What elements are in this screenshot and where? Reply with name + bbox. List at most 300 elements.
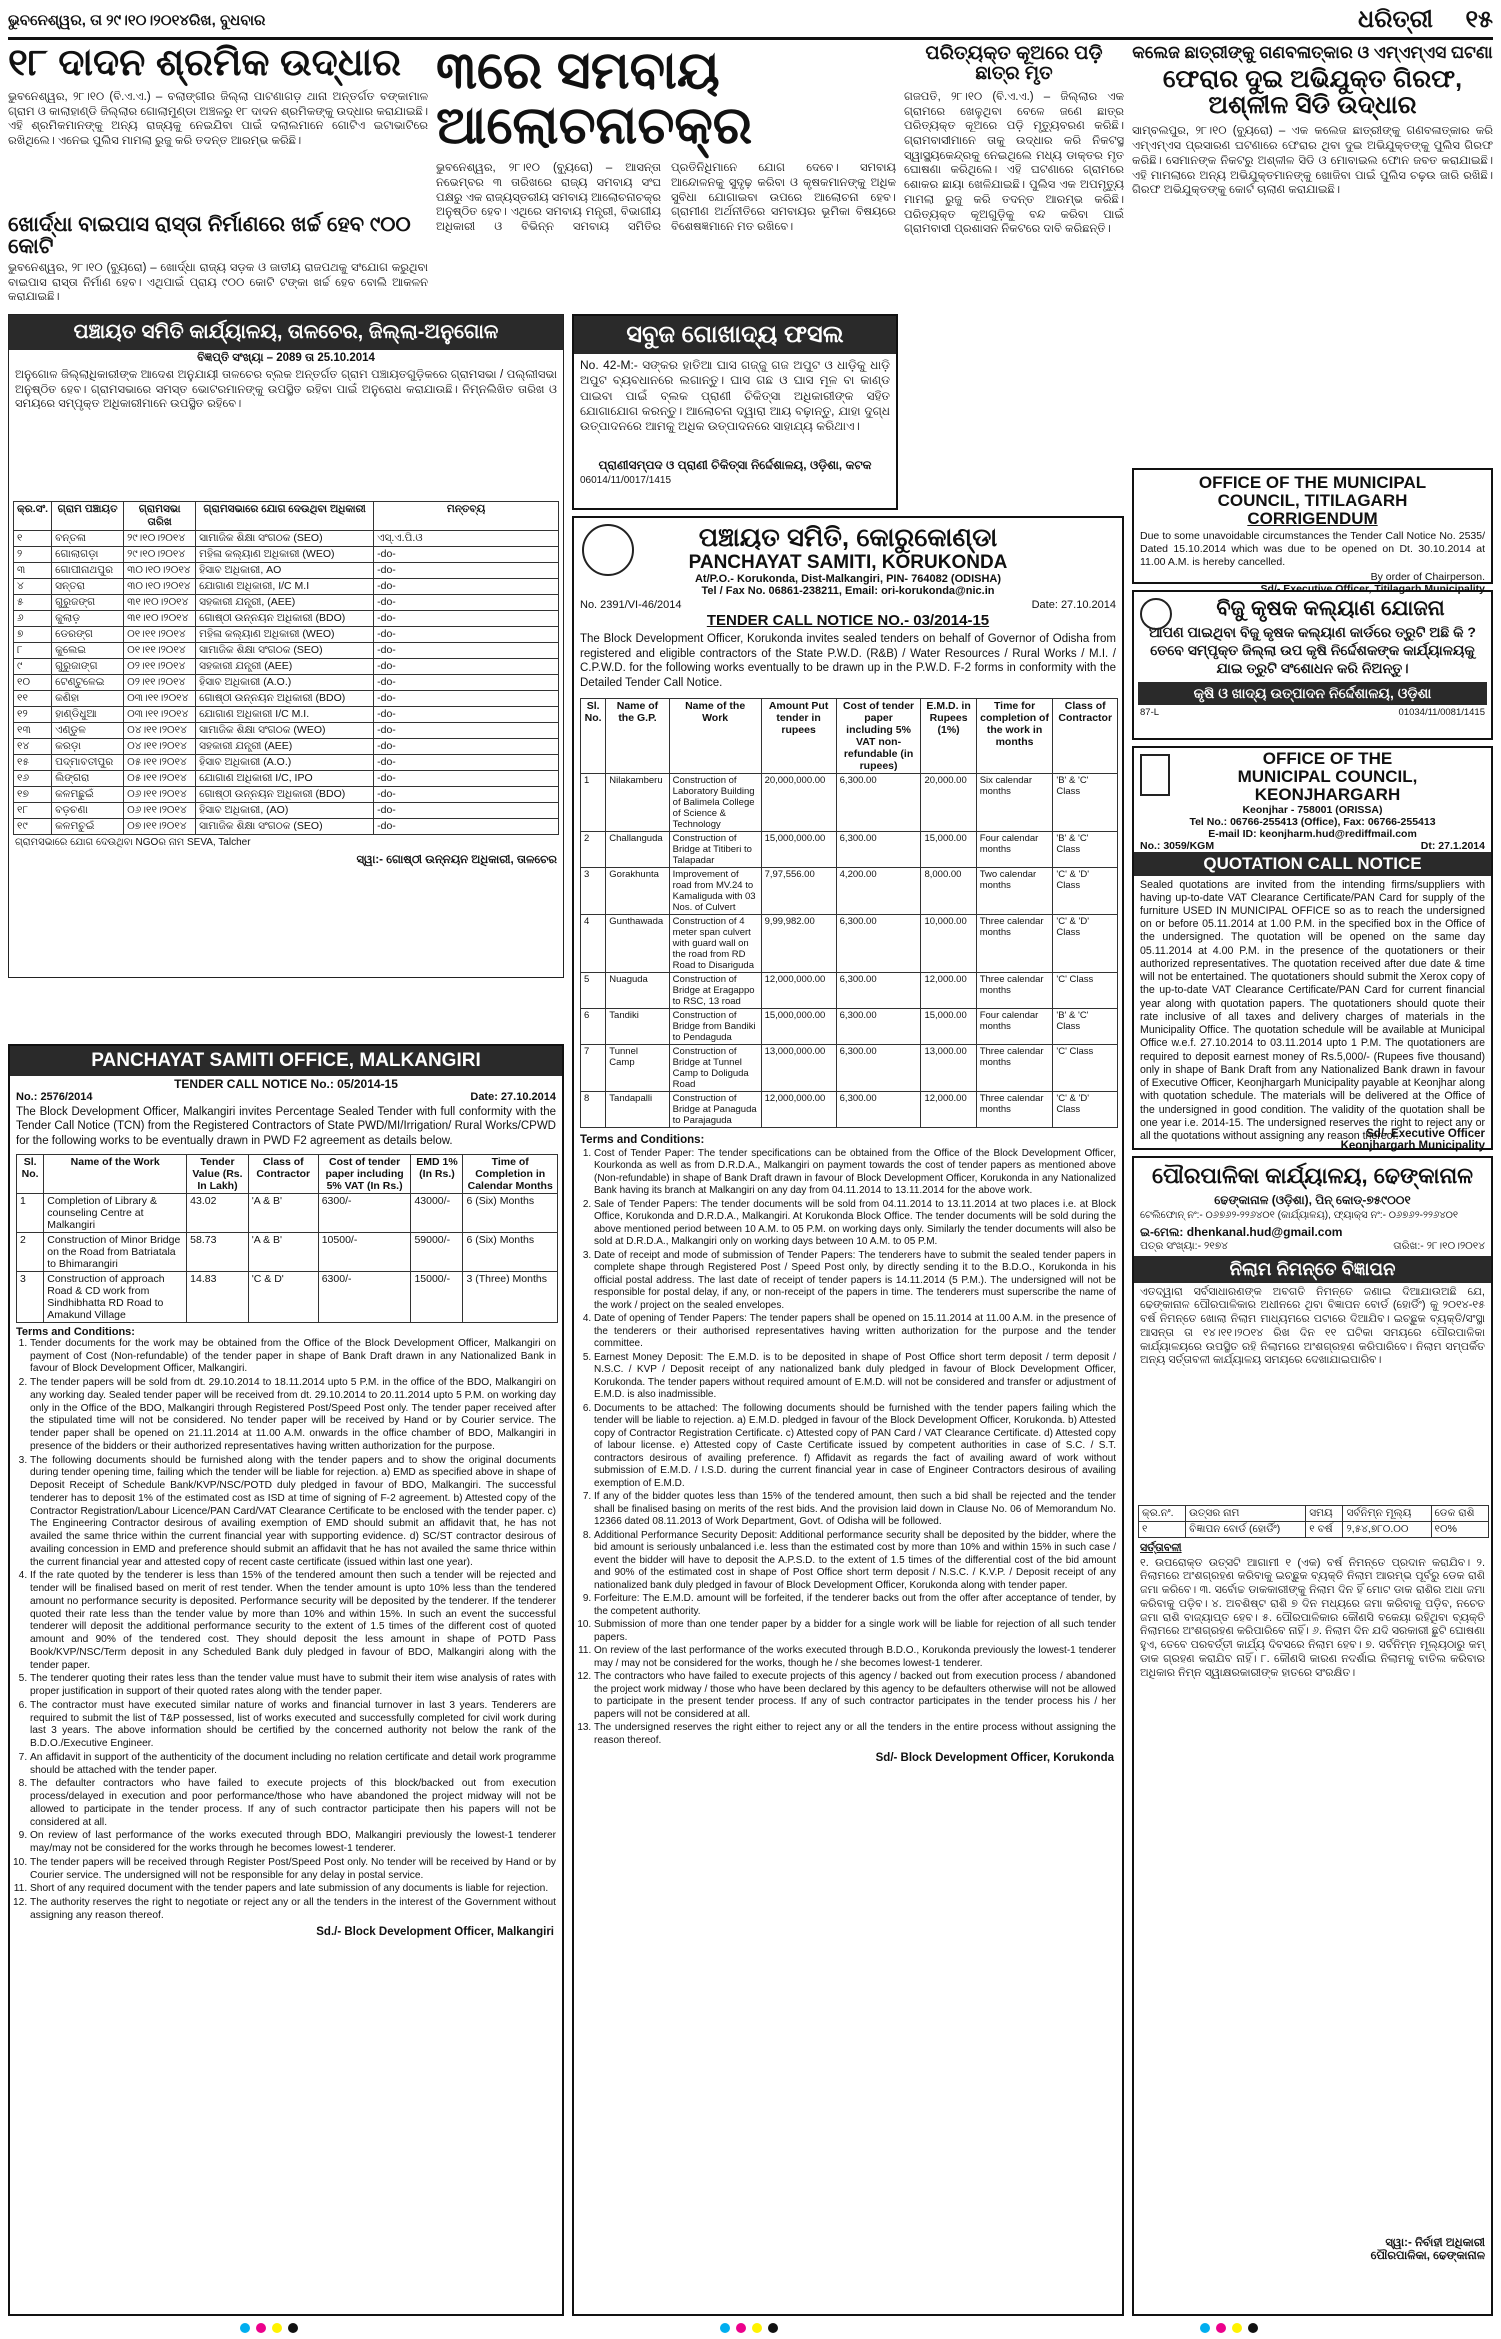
term-item: 10. Submission of more than one tender paper by a bidder for a single work will be liable for rejection of all such tender papers. — [594, 1619, 1116, 1644]
titilagarh-signature: Sd/- Executive Officer, Titilagarh Municipality — [1260, 582, 1485, 595]
table-cell: ୦୧।୧୧।୨୦୧୪ — [124, 627, 196, 643]
table-cell: ସହକାରୀ ଯନ୍ତ୍ରୀ, (AEE) — [196, 595, 374, 611]
table-row — [14, 707, 559, 723]
table-cell: ଡେରଙ୍ଗ — [52, 627, 124, 643]
table-cell: 10500/- — [318, 1232, 411, 1271]
dhenkanal-no: ପତ୍ର ସଂଖ୍ୟା:- ୨୧୭୪ — [1140, 1239, 1228, 1252]
korukonda-title: PANCHAYAT SAMITI, KORUKONDA — [688, 552, 1008, 574]
table-cell: 4 — [581, 914, 606, 972]
biju-ref: 01034/11/0081/1415 — [1398, 706, 1485, 718]
table-cell: ୨୯।୧୦।୨୦୧୪ — [124, 547, 196, 563]
table-cell: ୨୯।୧୦।୨୦୧୪ — [124, 531, 196, 547]
table-cell: ୨ — [14, 547, 52, 563]
table-cell: ଟେଣ୍ଟୁଳେଇ — [52, 675, 124, 691]
term-item: 5. The tenderer quoting their rates less than the tender value must have to submit their item wise analysis of rates with proper justification in support of their quoted rates along with the tender paper. — [30, 1673, 556, 1699]
biju-body: ଆପଣ ପାଇଥିବା ବିଜୁ କୃଷକ କଲ୍ୟାଣ କାର୍ଡରେ ତ୍ରୁଟି ଅଛି କି ? ତେବେ ସମ୍ପୃକ୍ତ ଜିଲ୍ଲା ଉପ କୃଷି ନିର୍ଦ୍ଦେଶକଙ୍କ କାର୍ଯ୍ୟାଳୟକୁ ଯାଇ ତ୍ରୁଟି ସଂଶୋଧନ କରି ନିଅନ୍ତୁ। — [1149, 624, 1476, 676]
term-item: 1. Tender documents for the work may be obtained from the Office of the Block Development Officer, Malkangiri on payment of Cost (Non-refundable) of the tender paper in shape of Bank Draft drawn in any Nationalized Bank in favour of Block Development Officer, Malkangiri. — [30, 1338, 556, 1376]
table-cell: ୦୨।୧୧।୨୦୧୪ — [124, 675, 196, 691]
table-row — [581, 972, 1118, 1008]
malkangiri-table — [16, 1154, 558, 1323]
malkangiri-terms-list — [10, 1338, 562, 1923]
table-cell: Construction of Minor Bridge on the Road from Batriatala to Bhimarangiri — [44, 1232, 187, 1271]
table-cell: ୮ — [14, 643, 52, 659]
table-cell: Tandiki — [606, 1008, 669, 1044]
ad-talcher-samiti — [8, 314, 564, 978]
table-cell: 6,300.00 — [836, 773, 921, 831]
table-row — [14, 803, 559, 819]
korukonda-address: At/P.O.- Korukonda, Dist-Malkangiri, PIN- 764082 (ODISHA) — [694, 573, 1002, 586]
column-header: Name of the Work — [44, 1154, 187, 1193]
table-cell: 13,000,000.00 — [761, 1044, 836, 1091]
table-cell: 8,000.00 — [921, 867, 976, 914]
table-row — [14, 547, 559, 563]
ad-korukonda-samiti — [572, 516, 1124, 2316]
table-row — [14, 563, 559, 579]
table-cell: ଏସ୍.ଏ.ପି.ଓ — [374, 531, 559, 547]
table-cell: ଏଣ୍ଡୁଳ — [52, 723, 124, 739]
talcher-table: କ୍ର.ସଂ. ଗ୍ରାମ ପଞ୍ଚାୟତ ଗ୍ରାମସଭା ତାରିଖ ଗ୍ରାମସଭାରେ ଯୋଗ ଦେଉଥିବା ଅଧିକାରୀ ମନ୍ତବ୍ୟ ୧ ବନ୍ତଳା ୨୯।୧୦।୨୦୧୪ ସାମାଜିକ ଶିକ୍ଷା ସଂଗଠକ (SEO) ଏସ୍.ଏ.ପି.ଓ ୨ ଗୋଲାଗଡ଼ା ୨୯।୧୦।୨୦୧୪ ମହିଳା କଲ୍ୟାଣ ଅଧିକାରୀ (WEO) -do- ୩ ଗୋପୀନାଥପୁର ୩୦।୧୦।୨୦୧୪ ହିସାବ ଅଧିକାରୀ, AO -do- ୪ ସନ୍ତରା ୩୦।୧୦।୨୦୧୪ ଯୋଗାଣ ଅଧିକାରୀ, I/C M.I -do- ୫ ଗୁରୁଜଙ୍ଗ ୩୧।୧୦।୨୦୧୪ ସହକାରୀ ଯନ୍ତ୍ରୀ, (AEE) -do- ୬ କୁଲାଡ଼ ୩୧।୧୦।୨୦୧୪ ଗୋଷ୍ଠୀ ଉନ୍ନୟନ ଅଧିକାରୀ (BDO) -do- ୭ ଡେରଙ୍ଗ ୦୧।୧୧।୨୦୧୪ ମହିଳା କଲ୍ୟାଣ ଅଧିକାରୀ (WEO) -do- ୮ କୁଲେଇ ୦୧।୧୧।୨୦୧୪ ସାମାଜିକ ଶିକ୍ଷା ସଂଗଠକ (SEO) -do- ୯ ଗୁରୁଜାଙ୍ଗ ୦୨।୧୧।୨୦୧୪ ସହକାରୀ ଯନ୍ତ୍ରୀ (AEE) -do- ୧୦ ଟେଣ୍ଟୁଳେଇ ୦୨।୧୧।୨୦୧୪ ହିସାବ ଅଧିକାରୀ (A.O.) -do- ୧୧ କଣିହା ୦୩।୧୧।୨୦୧୪ ଗୋଷ୍ଠୀ ଉନ୍ନୟନ ଅଧିକାରୀ (BDO) -do- ୧୨ ହାଣ୍ଡିଧୁଆ ୦୩।୧୧।୨୦୧୪ ଯୋଗାଣ ଅଧିକାରୀ I/C M.I. -do- ୧୩ ଏଣ୍ଡୁଳ ୦୪।୧୧।୨୦୧୪ ସାମାଜିକ ଶିକ୍ଷା ସଂଗଠକ (WEO) -do- ୧୪ କରଡ଼ା ୦୪।୧୧।୨୦୧୪ ସହକାରୀ ଯନ୍ତ୍ରୀ (AEE) -do- ୧୫ ପଦ୍ମାବତୀପୁର ୦୫।୧୧।୨୦୧୪ ହିସାବ ଅଧିକାରୀ (A.O.) -do- ୧୬ ଲିଙ୍ଗରା ୦୫।୧୧।୨୦୧୪ ଯୋଗାଣ ଅଧିକାରୀ I/C, IPO -do- ୧୭ କଳମଛୁଇଁ ୦୬।୧୧।୨୦୧୪ ଗୋଷ୍ଠୀ ଉନ୍ନୟନ ଅଧିକାରୀ (BDO) -do- ୧୮ ବଡ଼ଚଣା ୦୬।୧୧।୨୦୧୪ ହିସାବ ଅଧିକାରୀ, (AO) -do- ୧୯ କଳମଚୁଇଁ ୦୭।୧୧।୨୦୧୪ ସାମାଜିକ ଶିକ୍ଷା ସଂଗଠକ (SEO) -do- — [13, 501, 559, 835]
table-cell: 'A & B' — [248, 1193, 318, 1232]
table-cell: 15,000.00 — [921, 831, 976, 867]
malkangiri-notice: TENDER CALL NOTICE No.: 05/2014-15 — [174, 1077, 398, 1091]
table-cell: Six calendar months — [976, 773, 1053, 831]
table-cell: -do- — [374, 659, 559, 675]
table-cell: -do- — [374, 595, 559, 611]
odisha-emblem-icon — [582, 524, 634, 576]
term-item: 12. The contractors who have failed to execute projects of this agency / backed out from execution process / abandoned the project work midway / those who have been declared by this agency to be defaulters otherwise will not be allowed to participate in the present tender process. If any of such contractor participates in the tender process his / her papers will not be considered at all. — [594, 1671, 1116, 1721]
table-cell: 9,99,982.00 — [761, 914, 836, 972]
table-cell: ଗୁରୁଜଙ୍ଗ — [52, 595, 124, 611]
column-header: Sl. No. — [17, 1154, 44, 1193]
table-cell: ଗୋଷ୍ଠୀ ଉନ୍ନୟନ ଅଧିକାରୀ (BDO) — [196, 611, 374, 627]
dhenkanal-phone: ଟେଲିଫୋନ୍ ନଂ:- ୦୬୭୬୨-୨୨୬୪୦୧ (କାର୍ଯ୍ୟାଳୟ), ଫ୍ୟାକ୍ସ ନଂ:- ୦୬୭୬୨-୨୨୬୪୦୧ — [1140, 1210, 1459, 1222]
table-cell: 6,300.00 — [836, 1091, 921, 1127]
term-item: 7. If any of the bidder quotes less than 15% of the tendered amount, then such a bid shall be rejected and the tender shall be finalised basing on merits of the rest bids. And the provision laid down in Clause No. 06 of Memorandum No. 12366 dated 08.11.2013 of Work Department, Govt. of Odisha will be followed. — [594, 1491, 1116, 1529]
malkangiri-intro: The Block Development Officer, Malkangiri invites Percentage Sealed Tender with full conformity with the Tender Call Notice (TCN) from the Registered Contractors of State PWD/MI/Irrigation/ Rural Works/CPWD for the following works to be eventually drawn in PWD F2 agreement as details below. — [16, 1105, 556, 1148]
table-cell: 6 — [581, 1008, 606, 1044]
table-cell: 10,000.00 — [921, 914, 976, 972]
keonjhar-sign2: Keonjhargarh Municipality — [1340, 1139, 1485, 1152]
table-cell: କୁଲାଡ଼ — [52, 611, 124, 627]
keonjhar-sign1: Sd/- Executive Officer — [1366, 1127, 1485, 1140]
story-labourers-rescued — [8, 44, 428, 310]
table-row — [17, 1193, 558, 1232]
dhenkanal-conditions-title: ସର୍ତ୍ତାବଳୀ — [1140, 1541, 1182, 1554]
table-cell: 'B' & 'C' Class — [1053, 773, 1118, 831]
korukonda-terms-title: Terms and Conditions: — [580, 1133, 705, 1146]
table-cell: ସହକାରୀ ଯନ୍ତ୍ରୀ (AEE) — [196, 659, 374, 675]
story-1-headline: ୧୮ ଦାଦନ ଶ୍ରମିକ ଉଦ୍ଧାର — [8, 42, 402, 84]
table-cell: ହିସାବ ଅଧିକାରୀ, (AO) — [196, 803, 374, 819]
table-cell: ୧୦ — [14, 675, 52, 691]
table-row — [14, 675, 559, 691]
story-2-body: ଭୁବନେଶ୍ୱର, ୨୮।୧୦ (ବ୍ୟୁରୋ) – ଆସନ୍ତା ନଭେମ୍ବର ୩ ତାରିଖରେ ରାଜ୍ୟ ସମବାୟ ସଂଘ ପକ୍ଷରୁ ଏକ ରାଜ୍ୟସ୍ତରୀୟ ସମବାୟ ଆଲୋଚନାଚକ୍ର ଅନୁଷ୍ଠିତ ହେବ। ଏଥିରେ ସମବାୟ ମନ୍ତ୍ରୀ, ବିଭାଗୀୟ ଅଧିକାରୀ ଓ ବିଭିନ୍ନ ସମବାୟ ସମିତିର ପ୍ରତିନିଧିମାନେ ଯୋଗ ଦେବେ। ସମବାୟ ଆନ୍ଦୋଳନକୁ ସୁଦୃଢ଼ କରିବା ଓ କୃଷକମାନଙ୍କୁ ଅଧିକ ସୁବିଧା ଯୋଗାଇବା ଉପରେ ଆଲୋଚନା ହେବ। ଗ୍ରାମୀଣ ଅର୍ଥନୀତିରେ ସମବାୟର ଭୂମିକା ବିଷୟରେ ବିଶେଷଜ୍ଞମାନେ ମତ ରଖିବେ। — [436, 162, 896, 234]
ad-biju-krushak — [1132, 590, 1493, 740]
table-cell: ୧ — [14, 531, 52, 547]
table-cell: -do- — [374, 675, 559, 691]
table-cell: -do- — [374, 707, 559, 723]
table-cell: ହିସାବ ଅଧିକାରୀ, AO — [196, 563, 374, 579]
table-cell: ସହକାରୀ ଯନ୍ତ୍ରୀ (AEE) — [196, 739, 374, 755]
table-cell: ହିସାବ ଅଧିକାରୀ (A.O.) — [196, 675, 374, 691]
table-row — [14, 739, 559, 755]
malkangiri-signature: Sd./- Block Development Officer, Malkangiri — [316, 1925, 554, 1938]
biju-issuer: କୃଷି ଓ ଖାଦ୍ୟ ଉତ୍ପାଦନ ନିର୍ଦ୍ଦେଶାଳୟ, ଓଡ଼ିଶା — [1138, 682, 1487, 705]
table-cell: Challanguda — [606, 831, 669, 867]
story-cooperative-seminar — [436, 44, 896, 310]
table-cell: ଯୋଗାଣ ଅଧିକାରୀ, I/C M.I — [196, 579, 374, 595]
table-cell: -do- — [374, 723, 559, 739]
table-cell: Construction of Bridge from Bandiki to Pendaguda — [669, 1008, 761, 1044]
table-cell: 6,300.00 — [836, 831, 921, 867]
table-cell: ୧୧ — [14, 691, 52, 707]
column-header: Time of Completion in Calendar Months — [463, 1154, 558, 1193]
table-cell: -do- — [374, 771, 559, 787]
column-header: Cost of tender paper including 5% VAT (In Rs.) — [318, 1154, 411, 1193]
table-cell: ୧୯ — [14, 819, 52, 835]
table-cell: 14.83 — [187, 1271, 249, 1322]
table-cell: ୦୪।୧୧।୨୦୧୪ — [124, 723, 196, 739]
table-cell: 43000/- — [411, 1193, 463, 1232]
table-cell: ୬ — [14, 611, 52, 627]
table-cell: ଗୋଷ୍ଠୀ ଉନ୍ନୟନ ଅଧିକାରୀ (BDO) — [196, 691, 374, 707]
keonjhar-no: No.: 3059/KGM — [1140, 839, 1215, 852]
table-cell: -do- — [374, 787, 559, 803]
korukonda-table — [580, 698, 1118, 1128]
table-cell: ୩ — [14, 563, 52, 579]
table-cell: 12,000.00 — [921, 972, 976, 1008]
table-cell: କଣିହା — [52, 691, 124, 707]
table-cell: ୧୪ — [14, 739, 52, 755]
column-header: Class of Contractor — [1053, 698, 1118, 773]
table-cell: Tunnel Camp — [606, 1044, 669, 1091]
talcher-title: ପଞ୍ଚାୟତ ସମିତି କାର୍ଯ୍ୟାଳୟ, ତାଳଚେର, ଜିଲ୍ଲା-ଅନୁଗୋଳ — [9, 315, 563, 350]
table-cell: Nilakamberu — [606, 773, 669, 831]
column-header: Name of the Work — [669, 698, 761, 773]
table-cell: 6 (Six) Months — [463, 1193, 558, 1232]
table-row — [581, 831, 1118, 867]
column-header: Tender Value (Rs. In Lakh) — [187, 1154, 249, 1193]
table-cell: ୩୧।୧୦।୨୦୧୪ — [124, 611, 196, 627]
table-cell: 2 — [17, 1232, 44, 1271]
fodder-issuer: ପ୍ରାଣୀସମ୍ପଦ ଓ ପ୍ରାଣୀ ଚିକିତ୍ସା ନିର୍ଦ୍ଦେଶାଳୟ, ଓଡ଼ିଶା, କଟକ — [598, 458, 872, 472]
masthead-bar — [8, 6, 1493, 40]
table-cell: 5 — [581, 972, 606, 1008]
table-row — [14, 819, 559, 835]
table-row — [14, 691, 559, 707]
table-row — [581, 1044, 1118, 1091]
table-cell: 7,97,556.00 — [761, 867, 836, 914]
table-cell: Improvement of road from MV.24 to Kamaliguda with 03 Nos. of Culvert — [669, 867, 761, 914]
term-item: 4. If the rate quoted by the tenderer is less than 15% of the tendered amount then such a tender will be rejected and tender will be finalised based on merit of rest tender. When the tender amount is upto 10% less than the tendered amount no performance security is deposited. Performance security will be deposited by the tenderer. If the tenderer quoted their rate less than the tender value by more than 10% and within 15%. In such an event the successful tenderer will deposit the additional performance security to the extent of 1.5 times of the different cost of quoted amount and 90% of the tendered cost. They should deposit the less amount in shape of POTD Pass Book/KVP/NSC/Term deposit in any Scheduled Bank duly pledged in favour of BDO, Malkangiri along with the tender paper. — [30, 1570, 556, 1672]
table-cell: Nuaguda — [606, 972, 669, 1008]
table-cell: 6,300.00 — [836, 1044, 921, 1091]
table-row — [14, 643, 559, 659]
column-header: Time for completion of the work in months — [976, 698, 1053, 773]
table-cell: Construction of Bridge at Panaguda to Parajaguda — [669, 1091, 761, 1127]
table-cell: ଯୋଗାଣ ଅଧିକାରୀ I/C, IPO — [196, 771, 374, 787]
table-cell: ୧୭ — [14, 787, 52, 803]
table-cell: 12,000.00 — [921, 1091, 976, 1127]
dhenkanal-body: ଏତଦ୍ୱାରା ସର୍ବସାଧାରଣଙ୍କ ଅବଗତି ନିମନ୍ତେ ଜଣାଇ ଦିଆଯାଉଅଛି ଯେ, ଢେଙ୍କାନାଳ ପୌରପାଳିକାର ଅଧୀନରେ ଥିବା ବିଜ୍ଞାପନ ବୋର୍ଡ (ହୋର୍ଡିଂ) କୁ ୨୦୧୪-୧୫ ବର୍ଷ ନିମନ୍ତେ ଖୋଲା ନିଲାମ ମାଧ୍ୟମରେ ପଟାରେ ଦିଆଯିବ। ଇଚ୍ଛୁକ ବ୍ୟକ୍ତି/ସଂସ୍ଥା ଆସନ୍ତା ତା ୧୪।୧୧।୨୦୧୪ ରିଖ ଦିନ ୧୧ ଘଟିକା ସମୟରେ ପୌରପାଳିକା କାର୍ଯ୍ୟାଳୟରେ ଉପସ୍ଥିତ ରହି ନିଲାମରେ ଅଂଶଗ୍ରହଣ କରିପାରିବେ। ନିଲାମ ସମ୍ପର୍କିତ ଅନ୍ୟ ସର୍ତ୍ତାବଳୀ କାର୍ଯ୍ୟାଳୟ ସମୟରେ ଦେଖାଯାଇପାରିବ। — [1140, 1285, 1485, 1367]
table-cell: 4,200.00 — [836, 867, 921, 914]
table-cell: -do- — [374, 579, 559, 595]
term-item: 4. Date of opening of Tender Papers: The tender papers shall be opened on 15.11.2014 at 11.00 A.M. in the presence of the tenderers or their authorised representatives having written authorization for the purpose and the tender committee. — [594, 1313, 1116, 1351]
table-cell: ଗୁରୁଜାଙ୍ଗ — [52, 659, 124, 675]
keonjhar-email: E-mail ID: keonjharm.hud@rediffmail.com — [1208, 827, 1417, 840]
table-cell: Three calendar months — [976, 1091, 1053, 1127]
table-cell: Three calendar months — [976, 914, 1053, 972]
column-header: Amount Put tender in rupees — [761, 698, 836, 773]
table-cell: -do- — [374, 755, 559, 771]
table-row — [14, 595, 559, 611]
dhenkanal-title: ପୌରପାଳିକା କାର୍ଯ୍ୟାଳୟ, ଢେଙ୍କାନାଳ — [1151, 1163, 1474, 1188]
table-cell: ୦୬।୧୧।୨୦୧୪ — [124, 787, 196, 803]
table-cell: ସାମାଜିକ ଶିକ୍ଷା ସଂଗଠକ (WEO) — [196, 723, 374, 739]
ad-malkangiri-samiti — [8, 1044, 564, 2316]
table-cell: ୦୪।୧୧।୨୦୧୪ — [124, 739, 196, 755]
column-header: EMD 1% (In Rs.) — [411, 1154, 463, 1193]
term-item: 9. On review of last performance of the works executed through BDO, Malkangiri previously the lowest-1 tenderer may/may not be considered for the works through he becomes lowest-1 tenderer. — [30, 1830, 556, 1856]
table-cell: ସାମାଜିକ ଶିକ୍ଷା ସଂଗଠକ (SEO) — [196, 819, 374, 835]
dateline: ଭୁବନେଶ୍ୱର, ତା ୨୯।୧୦।୨୦୧୪ରିଖ, ବୁଧବାର — [8, 12, 266, 29]
table-cell: କୁଲେଇ — [52, 643, 124, 659]
korukonda-terms-list — [574, 1148, 1122, 1748]
table-cell: 6 (Six) Months — [463, 1232, 558, 1271]
table-cell: Three calendar months — [976, 1044, 1053, 1091]
korukonda-date: Date: 27.10.2014 — [1031, 599, 1116, 612]
column-header: Cost of tender paper including 5% VAT non-refundable (in rupees) — [836, 698, 921, 773]
table-cell: ସାମାଜିକ ଶିକ୍ଷା ସଂଗଠକ (SEO) — [196, 643, 374, 659]
table-cell: ଗୋଲାଗଡ଼ା — [52, 547, 124, 563]
fodder-body: No. 42-M:- ସଙ୍କର ହାତିଆ ଘାସ ଗଜ୍ଜୁ ଗଜ ଅପୁଟ ଓ ଧାଡ଼ିକୁ ଧାଡ଼ି ଅପୁଟ ବ୍ୟବଧାନରେ ଲଗାନ୍ତୁ। ଘାସ ଗଛ ଓ ଘାସ ମୂଳ ବା କାଣ୍ଡ ପାଇବା ପାଇଁ ବ୍ଲକ ପ୍ରାଣୀ ଚିକିତ୍ସା ଅଧିକାରୀଙ୍କ ସହିତ ଯୋଗାଯୋଗ କରନ୍ତୁ। ଆଲୋଚନା ଦ୍ୱାରା ଆୟ ବଢ଼ାନ୍ତୁ, ଯାହା ଦୁଗ୍ଧ ଉତ୍ପାଦନରେ ଆମକୁ ଅଧିକ ଉତ୍ପାଦନରେ ସାହାଯ୍ୟ କରିଥାଏ। — [580, 358, 890, 434]
table-cell: 'B' & 'C' Class — [1053, 1008, 1118, 1044]
keonjhar-heading: QUOTATION CALL NOTICE — [1134, 852, 1491, 876]
titilagarh-order: By order of Chairperson. — [1370, 570, 1485, 583]
story-1-body: ଭୁବନେଶ୍ୱର, ୨୮।୧୦ (ବି.ଏ.ଏ.) – ବଲାଙ୍ଗୀର ଜିଲ୍ଲା ପାଟଣାଗଡ଼ ଥାନା ଅନ୍ତର୍ଗତ ବଙ୍କାମାଳ ଗ୍ରାମ ଓ କାଲାହାଣ୍ଡି ଜିଲ୍ଲାର ଗୋଲାମୁଣ୍ଡା ଅଞ୍ଚଳରୁ ୧୮ ଦାଦନ ଶ୍ରମିକଙ୍କୁ ଉଦ୍ଧାର କରାଯାଇଛି। ଏହି ଶ୍ରମିକମାନଙ୍କୁ ଅନ୍ୟ ରାଜ୍ୟକୁ ନେଇଯିବା ପାଇଁ ଦଲାଲମାନେ ଗୋଟିଏ ଇଟାଭାଟିରେ ରଖିଥିଲେ। ଏନେଇ ପୁଲିସ ମାମଲା ରୁଜୁ କରି ତଦନ୍ତ ଆରମ୍ଭ କରିଛି। — [8, 90, 428, 148]
emblem-icon — [1140, 754, 1170, 796]
table-cell: -do- — [374, 563, 559, 579]
table-cell: ସାମାଜିକ ଶିକ୍ଷା ସଂଗଠକ (SEO) — [196, 531, 374, 547]
table-cell: Four calendar months — [976, 831, 1053, 867]
ad-dhenkanal — [1132, 1156, 1493, 2316]
table-cell: Completion of Library & counseling Centre at Malkangiri — [44, 1193, 187, 1232]
dhenkanal-table: କ୍ର.ନଂ. ଉତ୍ସର ନାମ ସମୟ ସର୍ବନିମ୍ନ ମୂଲ୍ୟ ଡେକ ରାଶି ୧ ବିଜ୍ଞାପନ ବୋର୍ଡ (ହୋର୍ଡିଂ) ୧ ବର୍ଷ ୨,୫୪,୭୮୦.୦୦ ୧୦% — [1138, 1505, 1489, 1538]
registration-marks-center — [720, 2323, 778, 2333]
table-cell: ୦୭।୧୧।୨୦୧୪ — [124, 819, 196, 835]
term-item: 3. The following documents should be furnished along with the tender papers and to show the original documents during tender opening time, failing which the tender will be liable for rejection. a) EMD as specified above in shape of Deposit Receipt of Schedule Bank/KVP/NSC/POTD duly pledged in favour of BDO, Malkangiri. The successful tenderer has to deposit 1% of the estimated cost as ISD at time of signing of F-2 agreement. b) Attested copy of the Contractor Registration/Labour Licence/PAN Card/VAT Clearance Certificate to be enclosed with the tender paper. c) The Engineering Contractor desirous of availing exemption of EMD should submit an affidavit that, he has not availed the same thrice within the current financial year with supporting evidence. d) SC/ST contractor desirous of availing concession in EMD and preference should submit an affidavit that he has not availed the same thrice within the current financial year and attested copy of recent caste certificate (issued within last one year). — [30, 1455, 556, 1570]
table-cell: 'C' & 'D' Class — [1053, 914, 1118, 972]
keonjhar-date: Dt: 27.1.2014 — [1420, 839, 1485, 852]
story-4-headline: ଫେରାର ଦୁଇ ଅଭିଯୁକ୍ତ ଗିରଫ, ଅଶ୍ଳୀଳ ସିଡି ଉଦ୍ଧାର — [1162, 64, 1463, 120]
table-cell: -do- — [374, 627, 559, 643]
table-row — [14, 755, 559, 771]
table-cell: -do- — [374, 691, 559, 707]
table-cell: ହାଣ୍ଡିଧୁଆ — [52, 707, 124, 723]
term-item: 9. Forfeiture: The E.M.D. amount will be forfeited, if the tenderer backs out from the offer after acceptance of tender, by the competent authority. — [594, 1593, 1116, 1618]
term-item: 2. The tender papers will be sold from dt. 29.10.2014 to 18.11.2014 upto 5 P.M. in the office of the BDO, Malkangiri on any working day. Sealed tender paper will be received from dt. 29.10.2014 to 20.11.2014 upto 5 P.M. on working day only in the Office of the BDO, Malkangiri through Registered Post/Speed Post only. The tender paper received after the stipulated time will not be considered. No tender paper will be received by Hand or by Courier service. The tender paper shall be opened on 21.11.2014 at 11.00 A.M. onwards in the office chamber of BDO, Malkangiri in presence of the bidders or their authorized representatives having written authorization for the purpose. — [30, 1377, 556, 1454]
table-row — [581, 914, 1118, 972]
table-cell: Four calendar months — [976, 1008, 1053, 1044]
table-row — [581, 773, 1118, 831]
table-cell: 'C' & 'D' Class — [1053, 1091, 1118, 1127]
table-cell: Construction of 4 meter span culvert with guard wall on the road from RD Road to Disariguda — [669, 914, 761, 972]
term-item: 10. The tender papers will be received through Register Post/Speed Post only. No tender will be received by Hand or by Courier service. The undersigned will not be responsible for any delay in postal service. — [30, 1857, 556, 1883]
table-cell: 6,300.00 — [836, 1008, 921, 1044]
table-cell: ୧୨ — [14, 707, 52, 723]
table-cell: ୧୮ — [14, 803, 52, 819]
table-cell: ୯ — [14, 659, 52, 675]
term-item: 1. Cost of Tender Paper: The tender specifications can be obtained from the Office of the Block Development Officer, Kourkonda as well as from D.R.D.A., Malkangiri on payment towards the cost of tender papers as mentioned above (Non-refundable) in shape of Bank Draft drawn in favour of Block Development Officer, Korukonda in any Nationalized Bank having its branch at Malkangiri on any day from 04.11.2014 to 13.11.2014 for the above work. — [594, 1148, 1116, 1198]
table-row — [14, 579, 559, 595]
table-cell: 'C' Class — [1053, 972, 1118, 1008]
keonjhar-office: OFFICE OF THE — [1262, 749, 1393, 768]
table-cell: 15,000,000.00 — [761, 831, 836, 867]
table-cell: 43.02 — [187, 1193, 249, 1232]
keonjhar-body: Sealed quotations are invited from the intending firms/suppliers with having up-to-date VAT Clearance Certificate/PAN Card for supply of the furniture USED IN MUNICIPAL OFFICE so as to reach the undersigned on or before 05.11.2014 at 1.00 P.M. in the specified box in the Office of the undersigned. The quotation will be opened on the same day 05.11.2014 at 4.00 P.M. in the presence of the quotationers or their authorized representatives. The quotation received after due date & time will not be entertained. The quotationers should submit the Xerox copy of the up-to-date VAT Clearance Certificate/PAN Card for current financial year along with quotation papers. The quotationers should quote their rate inclusive of all taxes and delivery charges of materials in the Municipality Office. The quotation schedule will be available at Municipal Office w.e.f. 27.10.2014 to 03.11.2014 upto 1 P.M. The quotationers are required to deposit earnest money of Rs.5,000/- (Rupees five thousand) only in shape of Bank Draft from any Nationalized Bank drawn in favour of Executive Officer, Keonjhargarh Municipality payable at Keonjhar along with quotation schedule. The materials will be delivered at the Office of the undersigned in good condition. The validity of the quotation shall be one year i.e. 2014-15. The undersigned reserves the right to reject any or all the quotations without assigning any reason thereof. — [1140, 878, 1485, 1142]
table-cell: କରଡ଼ା — [52, 739, 124, 755]
table-cell: Two calendar months — [976, 867, 1053, 914]
korukonda-intro: The Block Development Officer, Korukonda invites sealed tenders on behalf of Governor of Odisha from registered and eligible contractors of the State P.W.D. (R&B) / Water Resources / Rural Works / M.I. / C.P.W.D. for the following works eventually to be drawn up in the P.W.D. F-2 forms in conformity with the Detailed Tender Call Notice. — [580, 632, 1116, 690]
table-cell: ମହିଳା କଲ୍ୟାଣ ଅଧିକାରୀ (WEO) — [196, 627, 374, 643]
table-cell: 3 — [581, 867, 606, 914]
term-item: 13. The undersigned reserves the right either to reject any or all the tenders in the entire process without assigning the reason thereof. — [594, 1722, 1116, 1747]
table-cell: -do- — [374, 819, 559, 835]
table-cell: 15,000,000.00 — [761, 1008, 836, 1044]
malkangiri-date: Date: 27.10.2014 — [470, 1090, 556, 1103]
table-cell: ବନ୍ତଳା — [52, 531, 124, 547]
dhenkanal-sign1: ସ୍ୱା:- ନିର୍ବାହୀ ଅଧିକାରୀ — [1385, 2236, 1485, 2249]
table-cell: ଗୋଷ୍ଠୀ ଉନ୍ନୟନ ଅଧିକାରୀ (BDO) — [196, 787, 374, 803]
titilagarh-council: COUNCIL, TITILAGARH — [1217, 490, 1408, 510]
table-row — [17, 1232, 558, 1271]
table-row — [14, 627, 559, 643]
table-cell: ପଦ୍ମାବତୀପୁର — [52, 755, 124, 771]
table-cell: Gunthawada — [606, 914, 669, 972]
table-cell: 6,300.00 — [836, 914, 921, 972]
table-row — [581, 1091, 1118, 1127]
term-item: 11. Short of any required document with the tender papers and late submission of any documents is liable for rejection. — [30, 1883, 556, 1896]
korukonda-contact: Tel / Fax No. 06861-238211, Email: ori-korukonda@nic.in — [701, 585, 995, 598]
table-cell: 59000/- — [411, 1232, 463, 1271]
dhenkanal-address: ଢେଙ୍କାନାଳ (ଓଡ଼ିଶା), ପିନ୍ କୋଡ୍-୭୫୯୦୦୧ — [1214, 1193, 1411, 1208]
story-4-body: ସାମ୍ବଲପୁର, ୨୮।୧୦ (ବ୍ୟୁରୋ) – ଏକ କଲେଜ ଛାତ୍ରୀଙ୍କୁ ଗଣବଳାତ୍କାର କରି ଏମ୍ଏମ୍ଏସ ପ୍ରସାରଣ ଘଟଣାରେ ଫେରାର ଥିବା ଦୁଇ ଅଭିଯୁକ୍ତଙ୍କୁ ପୁଲିସ ଗିରଫ କରିଛି। ସେମାନଙ୍କ ନିକଟରୁ ଅଶ୍ଳୀଳ ସିଡି ଓ ମୋବାଇଲ ଫୋନ ଜବତ କରାଯାଇଛି। ଏହି ମାମଲାରେ ଅନ୍ୟ ଅଭିଯୁକ୍ତମାନଙ୍କୁ ଖୋଜିବା ପାଇଁ ପୁଲିସ ଚଢ଼ଉ ଜାରି ରଖିଛି। ଗିରଫ ଅଭିଯୁକ୍ତଙ୍କୁ କୋର୍ଟ ଚାଲାଣ କରାଯାଇଛି। — [1132, 125, 1493, 197]
table-cell: କଳମଛୁଇଁ — [52, 787, 124, 803]
table-cell: 1 — [17, 1193, 44, 1232]
table-cell: ୦୬।୧୧।୨୦୧୪ — [124, 803, 196, 819]
table-row — [14, 531, 559, 547]
table-cell: 7 — [581, 1044, 606, 1091]
story-1b-body: ଭୁବନେଶ୍ୱର, ୨୮।୧୦ (ବ୍ୟୁରୋ) – ଖୋର୍ଦ୍ଧା ରାଜ୍ୟ ସଡ଼କ ଓ ଜାତୀୟ ରାଜପଥକୁ ସଂଯୋଗ କରୁଥିବା ବାଇପାସ ରାସ୍ତା ନିର୍ମାଣ ହେବ। ଏଥିପାଇଁ ପ୍ରାୟ ୯୦୦ କୋଟି ଟଙ୍କା ଖର୍ଚ୍ଚ ହେବ ବୋଲି ଆକଳନ କରାଯାଇଛି। — [8, 261, 428, 304]
column-header: Sl. No. — [581, 698, 606, 773]
dhenkanal-heading: ନିଲାମ ନିମନ୍ତେ ବିଜ୍ଞାପନ — [1134, 1256, 1491, 1283]
table-cell: ୪ — [14, 579, 52, 595]
keonjhar-council: MUNICIPAL COUNCIL, KEONJHARGARH — [1237, 766, 1418, 804]
table-cell: -do- — [374, 643, 559, 659]
talcher-footnote: ଗ୍ରାମସଭାରେ ଯୋଗ ଦେଉଥିବା NGOର ନାମ SEVA, Talcher — [15, 837, 251, 848]
table-cell: 12,000,000.00 — [761, 972, 836, 1008]
table-cell: ହିସାବ ଅଧିକାରୀ (A.O.) — [196, 755, 374, 771]
table-row — [17, 1271, 558, 1322]
table-cell: ମହିଳା କଲ୍ୟାଣ ଅଧିକାରୀ (WEO) — [196, 547, 374, 563]
table-cell: ୦୫।୧୧।୨୦୧୪ — [124, 771, 196, 787]
table-cell: Three calendar months — [976, 972, 1053, 1008]
table-cell: 15000/- — [411, 1271, 463, 1322]
table-cell: ଯୋଗାଣ ଅଧିକାରୀ I/C M.I. — [196, 707, 374, 723]
story-college-girl-kidnap — [1132, 44, 1493, 464]
table-cell: -do- — [374, 803, 559, 819]
table-cell: Construction of Laboratory Building of Balimela College of Science & Technology — [669, 773, 761, 831]
keonjhar-tel: Tel No.: 06766-255413 (Office), Fax: 06766-255413 — [1189, 815, 1436, 828]
table-row — [14, 611, 559, 627]
table-cell: 58.73 — [187, 1232, 249, 1271]
korukonda-notice-no: TENDER CALL NOTICE NO.- 03/2014-15 — [706, 612, 990, 630]
story-2-headline: ୩ରେ ସମବାୟ ଆଲୋଚନାଚକ୍ର — [436, 42, 753, 155]
story-3-body: ଗଜପତି, ୨୮।୧୦ (ବି.ଏ.ଏ.) – ଜିଲ୍ଲାର ଏକ ଗ୍ରାମରେ ଖେଳୁଥିବା ବେଳେ ଜଣେ ଛାତ୍ର ପରିତ୍ୟକ୍ତ କୂଅରେ ପଡ଼ି ମୃତ୍ୟୁବରଣ କରିଛି। ଗ୍ରାମବାସୀମାନେ ତାକୁ ଉଦ୍ଧାର କରି ନିକଟସ୍ଥ ସ୍ୱାସ୍ଥ୍ୟକେନ୍ଦ୍ରକୁ ନେଇଥିଲେ ମଧ୍ୟ ଡାକ୍ତର ମୃତ ଘୋଷଣା କରିଥିଲେ। ଏହି ଘଟଣାରେ ଗ୍ରାମରେ ଶୋକର ଛାୟା ଖେଳିଯାଇଛି। ପୁଲିସ ଏକ ଅପମୃତ୍ୟୁ ମାମଲା ରୁଜୁ କରି ତଦନ୍ତ ଆରମ୍ଭ କରିଛି। ପରିତ୍ୟକ୍ତ କୂଅଗୁଡ଼ିକୁ ବନ୍ଦ କରିବା ପାଇଁ ଗ୍ରାମବାସୀ ପ୍ରଶାସନ ନିକଟରେ ଦାବି କରିଛନ୍ତି। — [904, 90, 1124, 236]
table-row — [14, 787, 559, 803]
registration-marks-right — [1200, 2323, 1258, 2333]
table-cell: 'C' & 'D' Class — [1053, 867, 1118, 914]
term-item: 7. An affidavit in support of the authenticity of the document including no relation certificate and detail work programme should be attached with the tender paper. — [30, 1752, 556, 1778]
table-row — [581, 867, 1118, 914]
ad-green-fodder — [572, 314, 898, 510]
table-cell: 6,300.00 — [836, 972, 921, 1008]
talcher-notice-no: ବିଜ୍ଞପ୍ତି ସଂଖ୍ୟା – 2089 ତା 25.10.2014 — [197, 352, 375, 364]
ad-titilagarh — [1132, 468, 1493, 595]
term-item: 6. The contractor must have executed similar nature of works and financial turnover in last 3 years. Tenderers are required to submit the list of T&P possessed, list of works executed and successfully completed for civil work during last 3 years. The above information should be certified by the concerned authority not below the rank of the B.D.O./Executive Engineer. — [30, 1700, 556, 1751]
dhenkanal-email: ଇ-ମେଲ: dhenkanal.hud@gmail.com — [1140, 1224, 1343, 1239]
titilagarh-office: OFFICE OF THE MUNICIPAL — [1198, 473, 1427, 492]
table-cell: Construction of Bridge at Tunnel Camp to Doliguda Road — [669, 1044, 761, 1091]
talcher-signature: ସ୍ୱା:- ଗୋଷ୍ଠୀ ଉନ୍ନୟନ ଅଧିକାରୀ, ତାଳଚେର — [356, 853, 557, 866]
table-cell: ୧୫ — [14, 755, 52, 771]
table-cell: ୩୦।୧୦।୨୦୧୪ — [124, 579, 196, 595]
table-cell: 8 — [581, 1091, 606, 1127]
korukonda-signature: Sd/- Block Development Officer, Korukonda — [875, 1752, 1114, 1765]
fodder-code: 06014/11/0017/1415 — [580, 475, 672, 486]
table-cell: ୦୩।୧୧।୨୦୧୪ — [124, 707, 196, 723]
table-row — [14, 771, 559, 787]
table-cell: 'B' & 'C' Class — [1053, 831, 1118, 867]
table-cell: 2 — [581, 831, 606, 867]
table-cell: 13,000.00 — [921, 1044, 976, 1091]
term-item: 3. Date of receipt and mode of submission of Tender Papers: The tenderers have to submit the sealed tender papers in complete shape through Registered Post / Speed Post only, by directly sending it to the B.D.O., Korukonda in his official postal address. The last date of receipt of tender papers is 14.11.2014 (5 P.M.). The undersigned will not be responsible for postal delay, if any, or non-receipt of the papers in time. The tenderers must superscribe the name of the work / project on the sealed envelopes. — [594, 1250, 1116, 1313]
table-cell: -do- — [374, 739, 559, 755]
table-row — [581, 1008, 1118, 1044]
table-cell: ସନ୍ତରା — [52, 579, 124, 595]
table-cell: Construction of Bridge at Titiberi to Talapadar — [669, 831, 761, 867]
page-number: ୧୫ — [1465, 6, 1493, 33]
malkangiri-terms-title: Terms and Conditions: — [16, 1325, 135, 1338]
table-cell: 'A & B' — [248, 1232, 318, 1271]
table-cell: ୩୧।୧୦।୨୦୧୪ — [124, 595, 196, 611]
korukonda-ref-no: No. 2391/VI-46/2014 — [580, 599, 682, 612]
dhenkanal-sign2: ପୌରପାଳିକା, ଢେଙ୍କାନାଳ — [1370, 2249, 1485, 2262]
term-item: 8. The defaulter contractors who have failed to execute projects of this block/backed out from execution process/delayed in execution and poor performance/those who have abandoned the project midway will not be allowed to participate in the tender process. If any of such contractor participate then his papers will not be considered at all. — [30, 1778, 556, 1829]
titilagarh-corrigendum: CORRIGENDUM — [1247, 508, 1378, 528]
biju-title: ବିଜୁ କୃଷକ କଲ୍ୟାଣ ଯୋଜନା — [1216, 597, 1445, 620]
column-header: E.M.D. in Rupees (1%) — [921, 698, 976, 773]
table-cell: ୦୨।୧୧।୨୦୧୪ — [124, 659, 196, 675]
table-cell: Construction of Bridge at Eragappo to RSC, 13 road — [669, 972, 761, 1008]
dhenkanal-conditions: ୧. ଉପରୋକ୍ତ ଉତ୍ସଟି ଆଗାମୀ ୧ (ଏକ) ବର୍ଷ ନିମନ୍ତେ ପ୍ରଦାନ କରାଯିବ। ୨. ନିଲାମରେ ଅଂଶଗ୍ରହଣ କରିବାକୁ ଇଚ୍ଛୁକ ବ୍ୟକ୍ତି ନିଲାମ ଆରମ୍ଭ ପୂର୍ବରୁ ଡେକ ରାଶି ଜମା କରିବେ। ୩. ସର୍ବୋଚ୍ଚ ଡାକକାରୀଙ୍କୁ ନିଲାମ ଦିନ ହିଁ ମୋଟ ଡାକ ରାଶିର ଅଧା ଜମା କରିବାକୁ ପଡ଼ିବ। ୪. ଅବଶିଷ୍ଟ ରାଶି ୭ ଦିନ ମଧ୍ୟରେ ଜମା କରିବାକୁ ପଡ଼ିବ, ନଚେତ ଜମା ରାଶି ବାଜ୍ୟାପ୍ତ ହେବ। ୫. ପୌରପାଳିକାର କୌଣସି ବକେୟା ରହିଥିବା ବ୍ୟକ୍ତି ନିଲାମରେ ଅଂଶଗ୍ରହଣ କରିପାରିବେ ନାହିଁ। ୬. ନିଲାମ ଦିନ ଯଦି ସରକାରୀ ଛୁଟି ଘୋଷଣା ହୁଏ, ତେବେ ପରବର୍ତ୍ତୀ କାର୍ଯ୍ୟ ଦିବସରେ ନିଲାମ ହେବ। ୭. ସର୍ବନିମ୍ନ ମୂଲ୍ୟଠାରୁ କମ୍ ଡାକ ଗ୍ରହଣ କରାଯିବ ନାହିଁ। ୮. କୌଣସି କାରଣ ନଦର୍ଶାଇ ନିଲାମକୁ ବାତିଲ କରିବାର ଅଧିକାର ନିମ୍ନ ସ୍ୱାକ୍ଷରକାରୀଙ୍କ ହାତରେ ସଂରକ୍ଷିତ। — [1140, 1556, 1485, 1679]
table-cell: Gorakhunta — [606, 867, 669, 914]
table-cell: ୦୩।୧୧।୨୦୧୪ — [124, 691, 196, 707]
table-cell: 12,000,000.00 — [761, 1091, 836, 1127]
table-cell: ୩୦।୧୦।୨୦୧୪ — [124, 563, 196, 579]
malkangiri-no: No.: 2576/2014 — [16, 1090, 93, 1103]
term-item: 2. Sale of Tender Papers: The tender documents will be sold from 04.11.2014 to 13.11.2014 at two places i.e. at Block Office, Korukonda and D.R.D.A., Malkangiri. At Korukonda Block Office. The tender documents will be sold during the above mentioned period between 10 A.M. to 05 P.M. on working days only. Similarly the tender documents will also be sold at D.R.D.A., Malkangiri only on working days between 10 A.M. to 05 P.M. — [594, 1199, 1116, 1249]
